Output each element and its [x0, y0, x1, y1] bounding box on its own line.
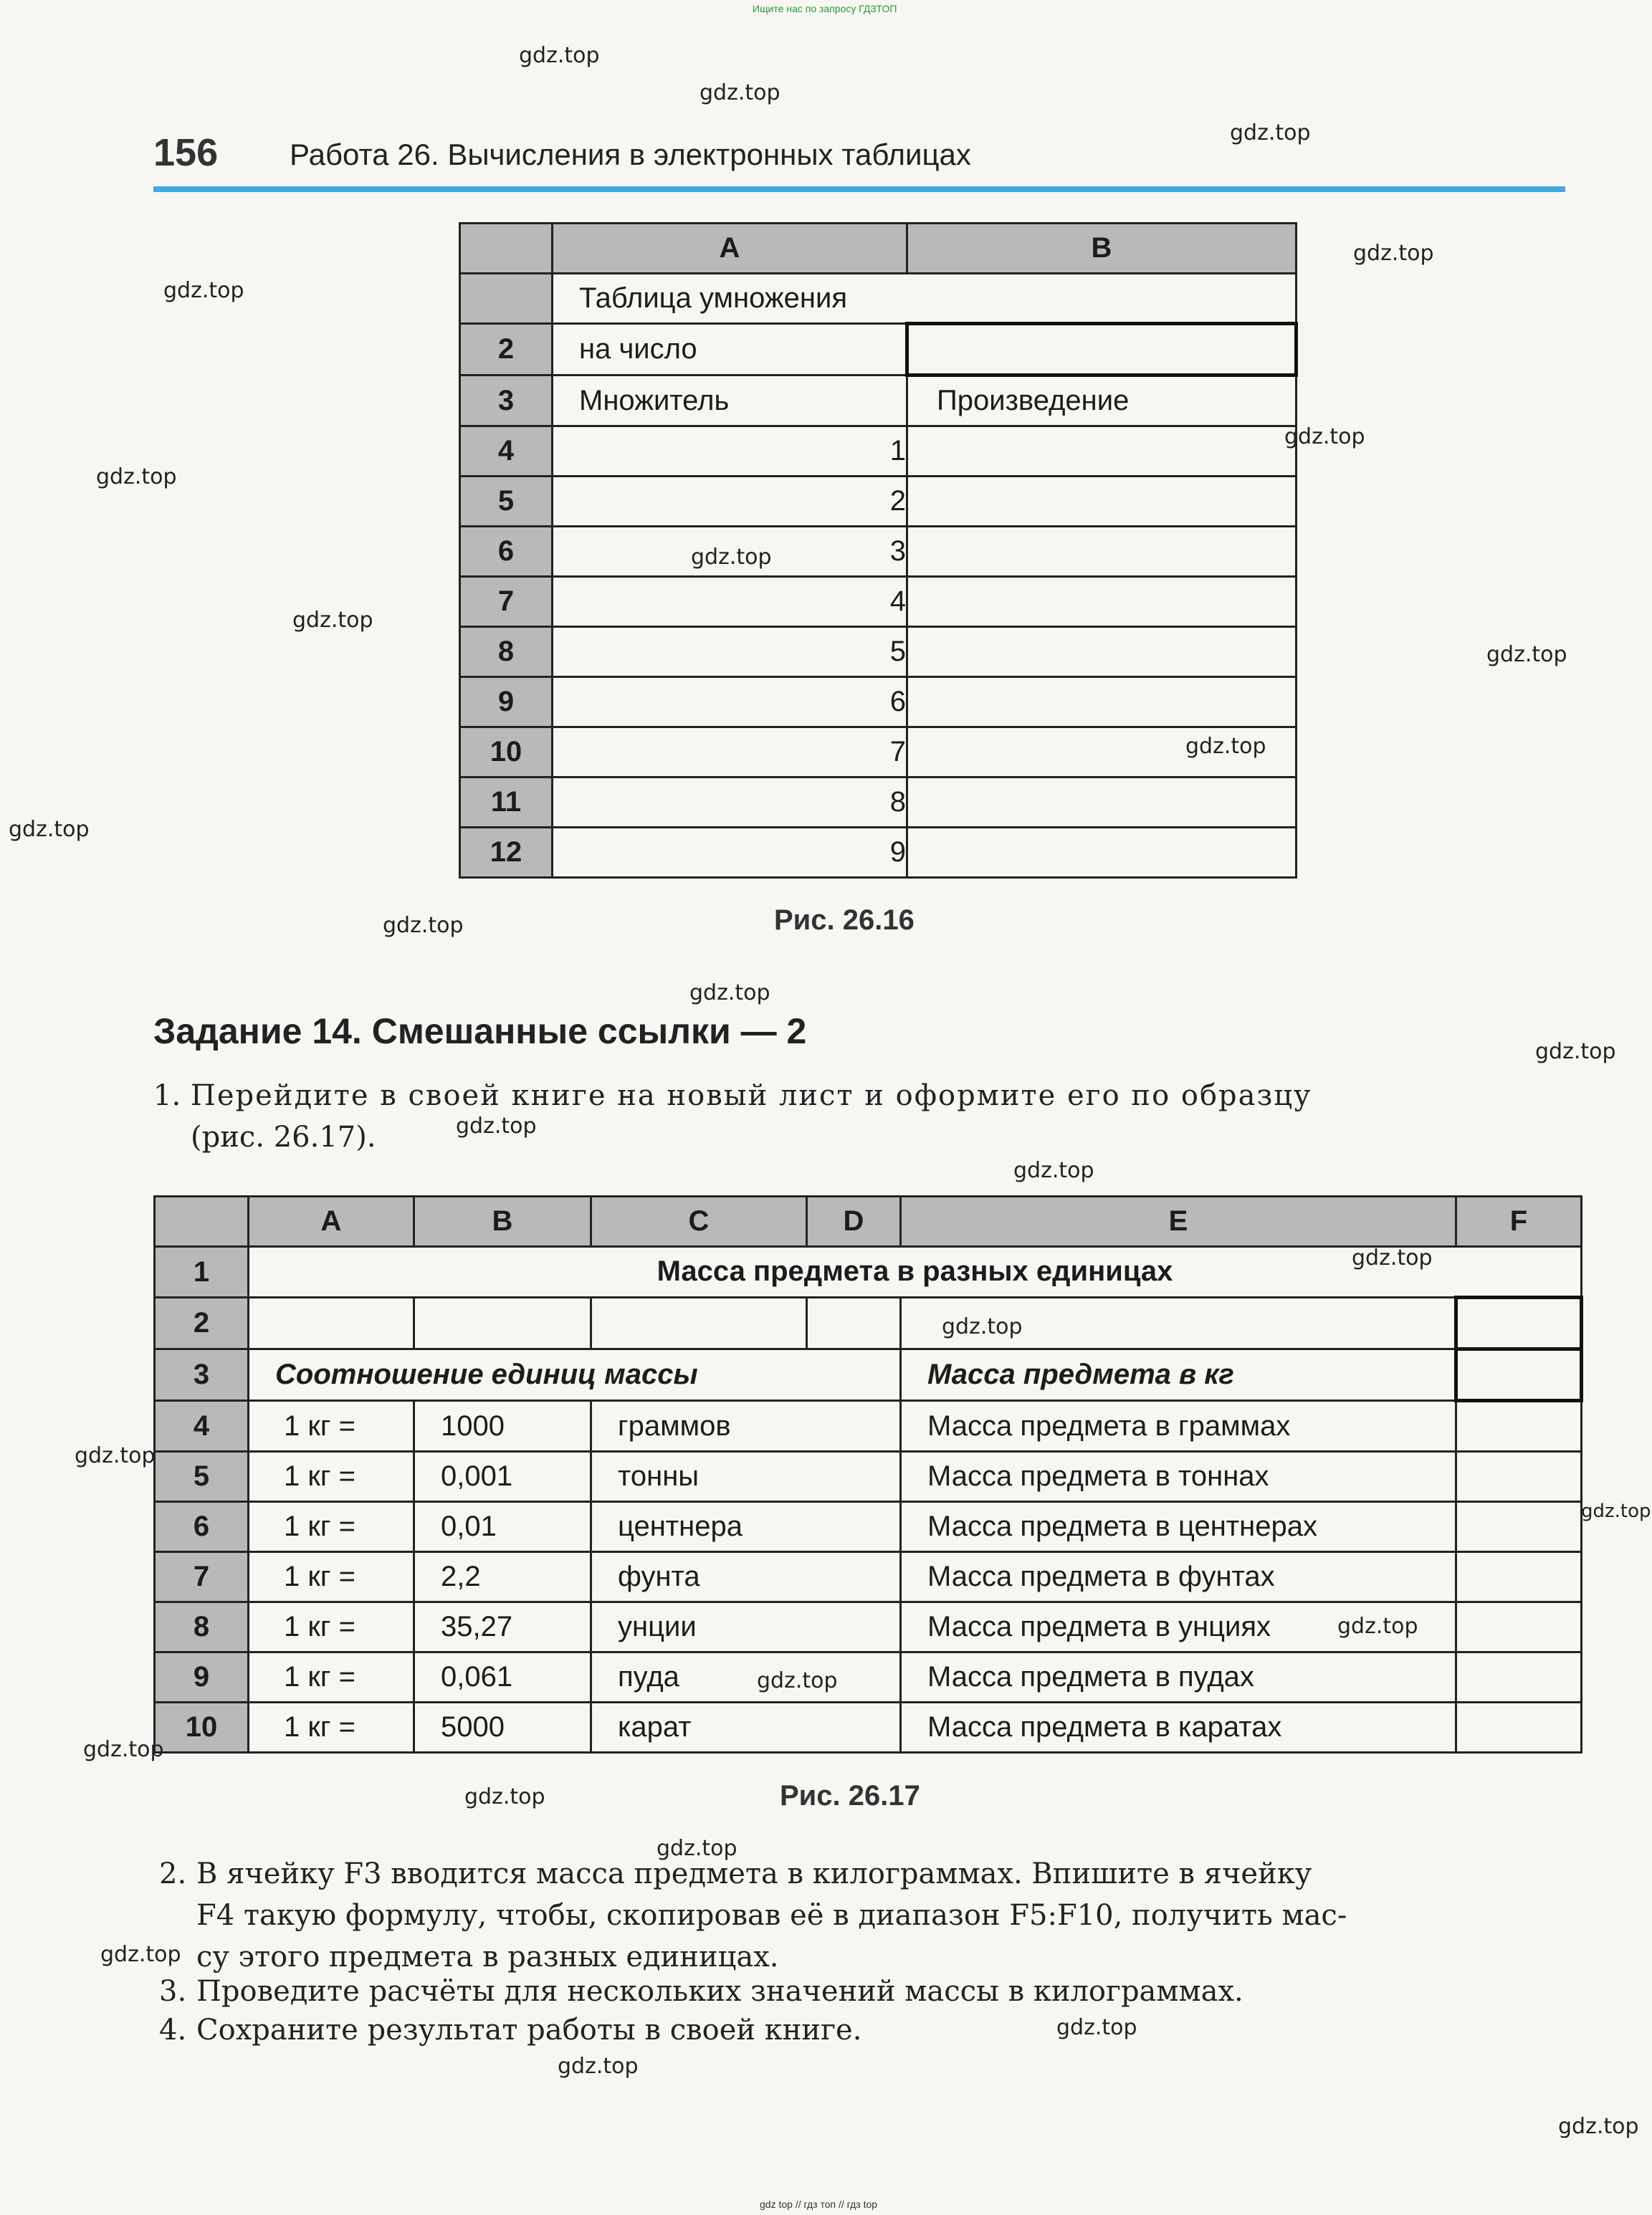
watermark: gdz.top [100, 1942, 181, 1967]
row-header: 5 [460, 477, 553, 527]
cell [249, 1298, 414, 1349]
unit-cell: граммов [591, 1401, 901, 1452]
table-title-cell: Таблица умножения [553, 274, 1297, 324]
result-cell[interactable] [1456, 1552, 1582, 1602]
factor-cell: 2 [553, 477, 907, 527]
row-header: 9 [155, 1652, 249, 1703]
result-cell[interactable] [1456, 1502, 1582, 1552]
factor-cell: 1 [553, 426, 907, 477]
row-header: 7 [155, 1552, 249, 1602]
watermark: gdz.top [83, 1737, 164, 1762]
watermark: gdz.top [464, 1784, 545, 1809]
row-header: 9 [460, 677, 553, 727]
result-cell[interactable] [1456, 1652, 1582, 1703]
corner-cell [155, 1197, 249, 1247]
watermark: gdz.top [1056, 2015, 1137, 2040]
row-header-3: 3 [155, 1349, 249, 1401]
cell [591, 1298, 807, 1349]
product-cell[interactable] [907, 577, 1297, 627]
factor-cell: 7 [553, 727, 907, 778]
figure-caption-26-16: Рис. 26.16 [774, 904, 915, 936]
row-header-3: 3 [460, 375, 553, 426]
col-header-f: F [1456, 1197, 1582, 1247]
step-text: су этого предмета в разных единицах. [196, 1941, 779, 1974]
cell [414, 1298, 591, 1349]
watermark: gdz.top [96, 464, 177, 489]
row-header-2: 2 [155, 1298, 249, 1349]
step-text: F4 такую формулу, чтобы, скопировав её в диапазон F5:F10, получить мас- [196, 1899, 1347, 1932]
factor-cell: 9 [553, 828, 907, 878]
col-header-e: E [901, 1197, 1456, 1247]
cell [807, 1298, 901, 1349]
row-header: 11 [460, 778, 553, 828]
watermark: gdz.top [519, 43, 600, 68]
task-step-2 [159, 1853, 1571, 1978]
product-cell[interactable] [907, 627, 1297, 677]
result-cell[interactable] [1456, 1401, 1582, 1452]
watermark: gdz.top [383, 913, 464, 938]
ratio-cell: 1 кг = [249, 1502, 414, 1552]
page-number: 156 [153, 131, 219, 174]
ratio-cell: 1 кг = [249, 1602, 414, 1652]
unit-cell: пуда [591, 1652, 901, 1703]
row-header-1 [460, 274, 553, 324]
row-header: 5 [155, 1452, 249, 1502]
row-header: 8 [460, 627, 553, 677]
step-number: 4. [159, 2014, 187, 2047]
watermark: gdz.top [1185, 734, 1266, 759]
watermark: gdz.top [1013, 1158, 1094, 1183]
product-cell[interactable] [907, 778, 1297, 828]
unit-cell: карат [591, 1703, 901, 1753]
description-cell: Масса предмета в фунтах [901, 1552, 1456, 1602]
input-cell-b2[interactable] [907, 324, 1297, 375]
input-cell-f2[interactable] [1456, 1298, 1582, 1349]
task-title: Задание 14. Смешанные ссылки — 2 [153, 1011, 807, 1051]
description-cell: Масса предмета в унциях [901, 1602, 1456, 1652]
factor-cell: 2,2 [414, 1552, 591, 1602]
bottom-note: gdz top // гдз топ // гдз top [760, 2199, 878, 2210]
row-header: 12 [460, 828, 553, 878]
header-cell: Соотношение единиц массы [249, 1349, 901, 1401]
top-note: Ищите нас по запросу ГДЗТОП [753, 3, 897, 14]
header-cell: Масса предмета в кг [901, 1349, 1456, 1401]
label-cell: Множитель [553, 375, 907, 426]
product-cell[interactable] [907, 828, 1297, 878]
watermark: gdz.top [1337, 1614, 1418, 1639]
description-cell: Масса предмета в центнерах [901, 1502, 1456, 1552]
unit-cell: унции [591, 1602, 901, 1652]
factor-cell: 0,001 [414, 1452, 591, 1502]
row-header: 10 [460, 727, 553, 778]
step-text: (рис. 26.17). [191, 1121, 376, 1154]
description-cell: Масса предмета в пудах [901, 1652, 1456, 1703]
watermark: gdz.top [757, 1668, 838, 1693]
step-text: Сохраните результат работы в своей книге. [196, 2014, 862, 2047]
ratio-cell: 1 кг = [249, 1452, 414, 1502]
header-rule [153, 186, 1565, 192]
step-text: Перейдите в своей книге на новый лист и оформите его по образцу [191, 1079, 1312, 1112]
figure-caption-26-17: Рис. 26.17 [780, 1780, 920, 1812]
watermark: gdz.top [700, 80, 780, 105]
ratio-cell: 1 кг = [249, 1703, 414, 1753]
row-header: 6 [155, 1502, 249, 1552]
watermark: gdz.top [942, 1314, 1023, 1339]
factor-cell: 0,061 [414, 1652, 591, 1703]
col-header-d: D [807, 1197, 901, 1247]
watermark: gdz.top [75, 1443, 156, 1468]
step-text: В ячейку F3 вводится масса предмета в килограммах. Впишите в ячейку [196, 1857, 1312, 1890]
product-cell[interactable] [907, 426, 1297, 477]
watermark: gdz.top [456, 1114, 537, 1139]
row-header: 10 [155, 1703, 249, 1753]
input-cell-f3[interactable] [1456, 1349, 1582, 1401]
col-header-a: A [553, 224, 907, 274]
watermark: gdz.top [691, 545, 772, 570]
row-header: 4 [460, 426, 553, 477]
col-header-a: A [249, 1197, 414, 1247]
step-number: 2. [159, 1857, 187, 1890]
row-header: 8 [155, 1602, 249, 1652]
watermark: gdz.top [1353, 241, 1434, 266]
factor-cell: 5000 [414, 1703, 591, 1753]
label-cell: на число [553, 324, 907, 375]
corner-cell [460, 224, 553, 274]
watermark: gdz.top [1486, 642, 1567, 667]
table-title-cell: Масса предмета в разных единицах [249, 1247, 1582, 1298]
product-cell[interactable] [907, 527, 1297, 577]
step-number: 3. [159, 1975, 187, 2008]
page-header [153, 130, 1565, 188]
page-title: Работа 26. Вычисления в электронных таблицах [290, 138, 971, 171]
factor-cell: 3 [553, 527, 907, 577]
result-cell[interactable] [1456, 1452, 1582, 1502]
row-header: 6 [460, 527, 553, 577]
watermark: gdz.top [1352, 1245, 1433, 1271]
watermark: gdz.top [1535, 1039, 1616, 1064]
factor-cell: 5 [553, 627, 907, 677]
task-step-3 [159, 1971, 1571, 2012]
ratio-cell: 1 кг = [249, 1552, 414, 1602]
description-cell: Масса предмета в граммах [901, 1401, 1456, 1452]
factor-cell: 8 [553, 778, 907, 828]
factor-cell: 6 [553, 677, 907, 727]
product-cell[interactable] [907, 677, 1297, 727]
row-header: 4 [155, 1401, 249, 1452]
description-cell: Масса предмета в каратах [901, 1703, 1456, 1753]
unit-cell: центнера [591, 1502, 901, 1552]
factor-cell: 0,01 [414, 1502, 591, 1552]
unit-cell: фунта [591, 1552, 901, 1602]
step-text: Проведите расчёты для нескольких значений массы в килограммах. [196, 1975, 1243, 2008]
row-header-2: 2 [460, 324, 553, 375]
watermark: gdz.top [558, 2054, 639, 2079]
watermark: gdz.top [689, 980, 770, 1005]
watermark: gdz.top [1558, 2114, 1639, 2139]
result-cell[interactable] [1456, 1602, 1582, 1652]
watermark: gdz.top [163, 278, 244, 303]
watermark: gdz.top [1284, 424, 1365, 449]
product-cell[interactable] [907, 477, 1297, 527]
result-cell[interactable] [1456, 1703, 1582, 1753]
unit-cell: тонны [591, 1452, 901, 1502]
watermark: gdz.top [292, 608, 373, 633]
watermark: gdz.top [9, 817, 90, 842]
multiplication-table [459, 222, 1298, 879]
watermark: gdz.top [1230, 120, 1311, 145]
description-cell: Масса предмета в тоннах [901, 1452, 1456, 1502]
factor-cell: 4 [553, 577, 907, 627]
step-number: 1. [153, 1079, 181, 1112]
mass-units-table [153, 1195, 1583, 1754]
factor-cell: 1000 [414, 1401, 591, 1452]
col-header-b: B [414, 1197, 591, 1247]
watermark: gdz.top [656, 1836, 737, 1861]
label-cell: Произведение [907, 375, 1297, 426]
task-step-1 [153, 1075, 1565, 1158]
ratio-cell: 1 кг = [249, 1401, 414, 1452]
col-header-c: C [591, 1197, 807, 1247]
col-header-b: B [907, 224, 1297, 274]
factor-cell: 35,27 [414, 1602, 591, 1652]
ratio-cell: 1 кг = [249, 1652, 414, 1703]
watermark: gdz.top [1581, 1501, 1651, 1522]
row-header-1: 1 [155, 1247, 249, 1298]
task-step-4 [159, 2009, 1571, 2051]
row-header: 7 [460, 577, 553, 627]
